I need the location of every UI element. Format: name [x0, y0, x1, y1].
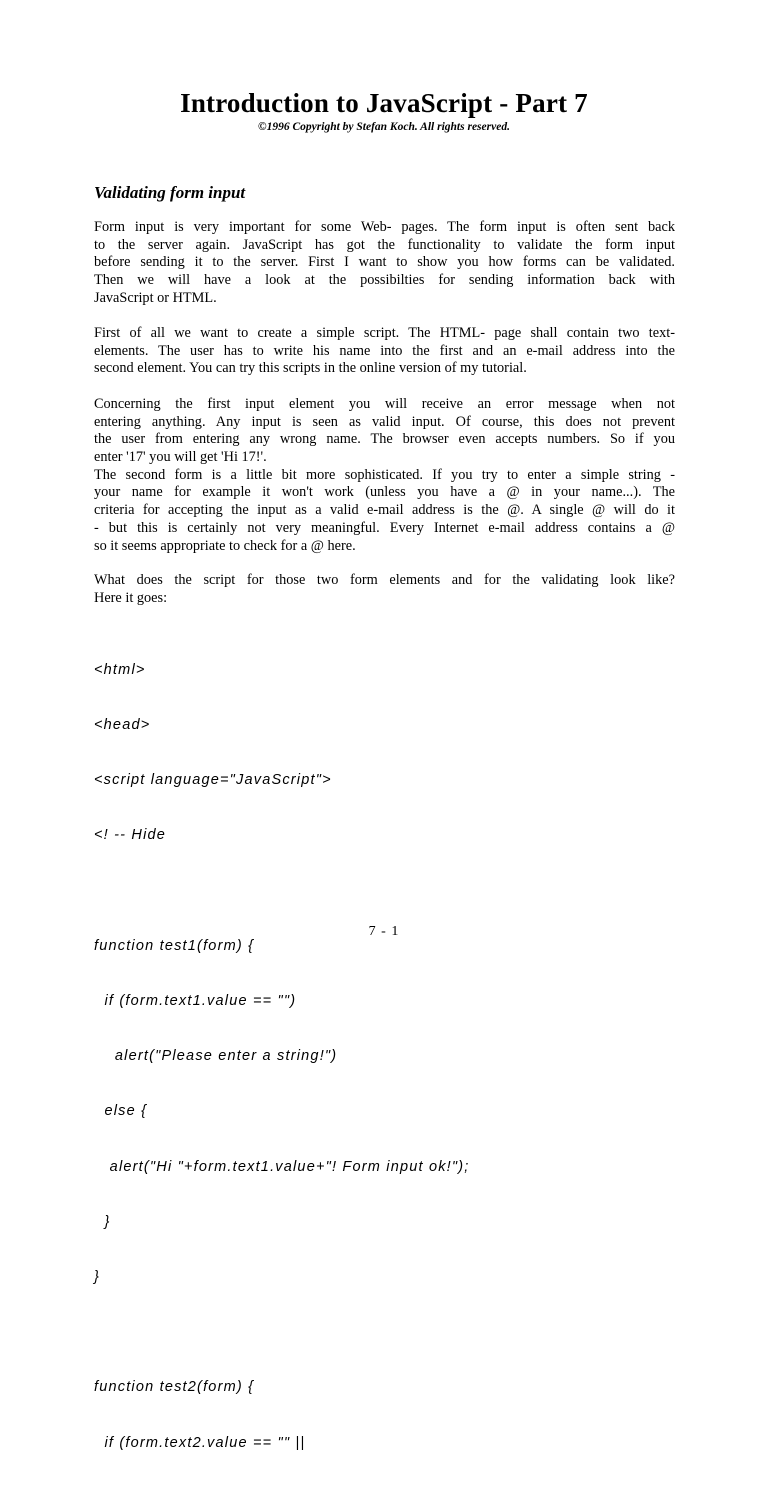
- text-line: What does the script for those two form elements and for the validating look like?: [94, 572, 675, 588]
- code-line: <script language="JavaScript">: [94, 772, 332, 789]
- text-line: second element. You can try this scripts in the online version of my tutorial.: [94, 360, 527, 377]
- paragraph-validation-details: [94, 396, 675, 555]
- text-line: before sending it to the server. First I want to show you how forms can be validated.: [94, 254, 675, 271]
- text-line: your name for example it won't work (unless you have a @ in your name...). The: [94, 484, 675, 501]
- text-line: JavaScript or HTML.: [94, 289, 217, 306]
- text-line: Here it goes:: [94, 589, 168, 606]
- code-line: <! -- Hide: [94, 827, 167, 844]
- text-line: to the server again. JavaScript has got the functionality to validate the form input: [94, 236, 675, 253]
- page-number: 7 - 1: [368, 924, 400, 939]
- text-line: - but this is certainly not very meaningful. Every Internet e-mail address contains a @: [94, 519, 675, 536]
- text-line: Then we will have a look at the possibilties for sending information back with: [94, 272, 675, 289]
- paragraph-script-overview: [94, 325, 675, 378]
- text-line: entering anything. Any input is seen as valid input. Of course, this does not prevent: [94, 413, 675, 430]
- text-line: The second form is a little bit more sophisticated. If you try to enter a simple string -: [94, 466, 675, 483]
- text-line: criteria for accepting the input as a valid e-mail address is the @. A single @ will do it: [94, 502, 675, 519]
- code-line: <html>: [94, 661, 146, 678]
- code-line: alert("Please enter a string!"): [94, 1048, 338, 1065]
- code-line: function test2(form) {: [94, 1379, 255, 1396]
- text-line: Concerning the first input element you will receive an error message when not: [94, 396, 675, 412]
- code-line: <head>: [94, 717, 151, 734]
- document-title: Introduction to JavaScript - Part 7: [180, 88, 588, 118]
- code-line: [94, 1323, 470, 1341]
- text-line: elements. The user has to write his name into the first and an e-mail address into the: [94, 342, 675, 359]
- code-line: if (form.text1.value == ""): [94, 993, 297, 1010]
- text-line: First of all we want to create a simple script. The HTML- page shall contain two text-: [94, 325, 675, 341]
- code-line: if (form.text2.value == "" ||: [94, 1434, 306, 1451]
- text-line: Form input is very important for some Web- pages. The form input is often sent back: [94, 219, 675, 235]
- copyright-notice: ©1996 Copyright by Stefan Koch. All rights reserved.: [258, 121, 510, 133]
- code-line: alert("Hi "+form.text1.value+"! Form input ok!");: [94, 1158, 470, 1175]
- paragraph-script-intro: [94, 572, 675, 607]
- text-line: the user from entering any wrong name. The browser even accepts numbers. So if you: [94, 431, 675, 448]
- code-line: function test1(form) {: [94, 937, 255, 954]
- code-block: [94, 624, 470, 1489]
- code-line: }: [94, 1269, 101, 1286]
- code-line: }: [94, 1213, 111, 1230]
- paragraph-intro: [94, 219, 675, 307]
- section-heading: Validating form input: [94, 183, 246, 202]
- code-line: [94, 882, 470, 900]
- code-line: else {: [94, 1103, 148, 1120]
- text-line: enter '17' you will get 'Hi 17!'.: [94, 449, 267, 466]
- text-line: so it seems appropriate to check for a @ here.: [94, 537, 356, 554]
